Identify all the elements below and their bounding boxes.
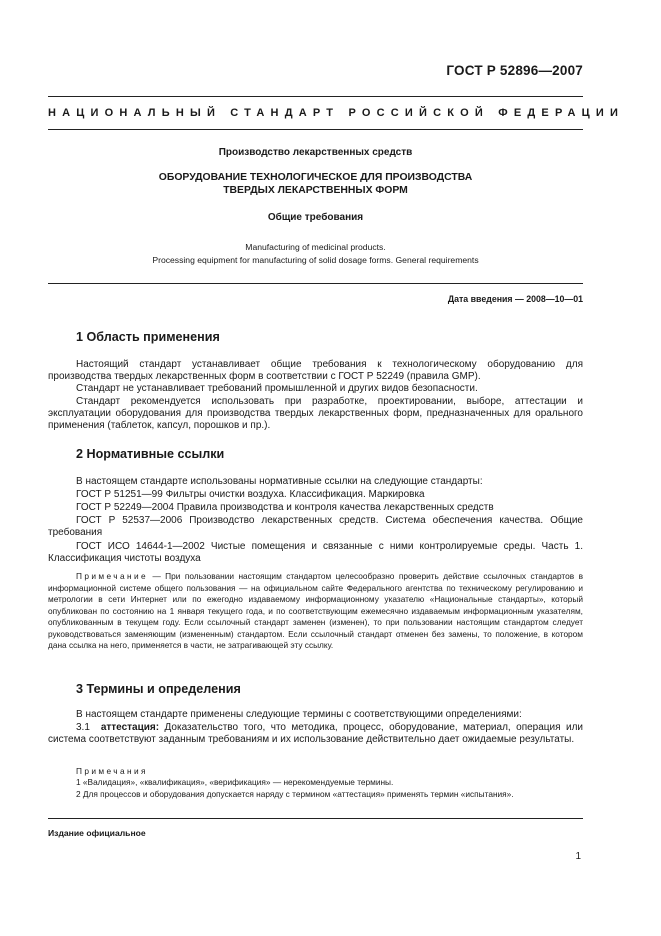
section-2-note (48, 571, 583, 652)
section-3-heading: 3 Термины и определения (76, 682, 241, 696)
top-rule (48, 96, 583, 97)
banner-rule (48, 129, 583, 130)
normative-reference-1: ГОСТ Р 51251—99 Фильтры очистки воздуха. Классификация. Маркировка (76, 489, 425, 500)
official-edition-label: Издание официальное (48, 828, 146, 838)
section-1-paragraph-1: Настоящий стандарт устанавливает общие требования к технологическому оборудованию для производства твердых лекарственных форм в соответствии с ГОСТ Р 52249 (правила GMP). (48, 359, 583, 382)
english-title-line1: Manufacturing of medicinal products. (245, 242, 386, 252)
term-number: 3.1 (76, 722, 90, 733)
section-3-notes-label: Примечания (76, 766, 148, 776)
normative-reference-3: ГОСТ Р 52537—2006 Производство лекарственных средств. Система обеспечения качества. Общие требования (48, 515, 583, 538)
note-text: — При пользовании настоящим стандартом целесообразно проверить действие ссылочных стандартов в информационной системе общего пользования — на официальном сайте Федерального агентства по техническому регулированию и метрологии в сети Интернет или по ежегодно издаваемому информационному указателю «Национальные стандарты», который опубликован по состоянию на 1 января текущего года, и по соответствующим ежемесячно издаваемым информационным указателям, опубликованным в текущем году. Если ссылочный стандарт заменен (изменен), то при пользовании настоящим стандартом следует руководствоваться заменяющим (измененным) стандартом. Если ссылочный стандарт отменен без замены, то положение, в котором дана ссылка на него, применяется в части, не затрагивающей эту ссылку. (48, 571, 583, 650)
introduction-date: Дата введения — 2008—10—01 (447, 294, 583, 304)
section-2-heading: 2 Нормативные ссылки (76, 447, 225, 461)
document-subtitle: Общие требования (267, 212, 364, 223)
term-name: аттестация: (100, 722, 160, 733)
normative-reference-2: ГОСТ Р 52249—2004 Правила производства и контроля качества лекарственных средств (76, 502, 494, 513)
section-3-paragraph-1: В настоящем стандарте применены следующие термины с соответствующими определениями: (76, 709, 522, 720)
section-1-paragraph-2: Стандарт не устанавливает требований промышленной и других видов безопасности. (76, 383, 478, 394)
note-label: Примечание (76, 571, 149, 581)
term-definition-text: Доказательство того, что методика, процесс, оборудование, материал, операция или система соответствуют заданным требованиям и их использование действительно дает ожидаемые результаты. (48, 722, 583, 745)
section-3-note-1: 1 «Валидация», «квалификация», «верификация» — нерекомендуемые термины. (76, 777, 394, 787)
footer-rule (48, 818, 583, 819)
english-title-line2: Processing equipment for manufacturing of solid dosage forms. General requirements (152, 255, 479, 265)
normative-reference-4: ГОСТ ИСО 14644-1—2002 Чистые помещения и связанные с ними контролируемые среды. Часть 1. Классификация чистоты воздуха (48, 541, 583, 564)
standard-number: ГОСТ Р 52896—2007 (446, 63, 583, 78)
document-subject: Производство лекарственных средств (218, 147, 413, 158)
document-title-line1: ОБОРУДОВАНИЕ ТЕХНОЛОГИЧЕСКОЕ ДЛЯ ПРОИЗВОДСТВА (158, 172, 473, 183)
term-definition (48, 722, 583, 746)
national-standard-banner: НАЦИОНАЛЬНЫЙ СТАНДАРТ РОССИЙСКОЙ ФЕДЕРАЦИИ (48, 107, 625, 119)
title-rule (48, 283, 583, 284)
section-2-paragraph-1: В настоящем стандарте использованы нормативные ссылки на следующие стандарты: (76, 476, 483, 487)
document-title-line2: ТВЕРДЫХ ЛЕКАРСТВЕННЫХ ФОРМ (223, 185, 408, 196)
section-3-note-2: 2 Для процессов и оборудования допускается наряду с термином «аттестация» применять термин «испытания». (76, 789, 514, 799)
page-number: 1 (575, 851, 581, 862)
section-1-paragraph-3: Стандарт рекомендуется использовать при разработке, проектировании, выборе, аттестации и эксплуатации оборудования для производства твердых лекарственных форм, предназначенных для орального применения (таблеток, капсул, порошков и пр.). (48, 396, 583, 431)
section-1-heading: 1 Область применения (76, 330, 220, 344)
